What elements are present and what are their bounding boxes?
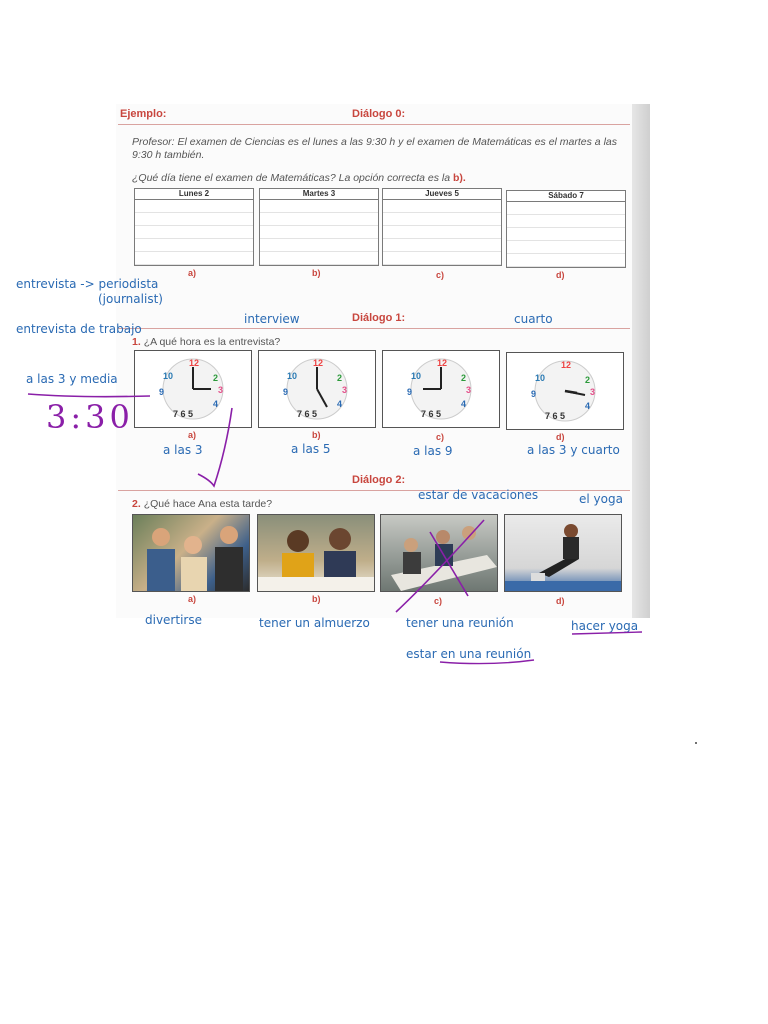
- svg-text:10: 10: [163, 371, 174, 381]
- photo-meeting: [380, 514, 498, 592]
- calendar-d: [506, 190, 626, 268]
- example-heading: Ejemplo:: [120, 108, 167, 120]
- note-a-las-3-y-media: a las 3 y media: [26, 372, 118, 386]
- svg-text:4: 4: [213, 399, 219, 409]
- option-label: a): [188, 594, 197, 604]
- option-label: c): [436, 270, 445, 280]
- option-label: c): [436, 432, 445, 442]
- svg-text:3: 3: [590, 387, 596, 397]
- calendar-day: Sábado 7: [507, 191, 625, 202]
- dialog1-heading: Diálogo 1:: [352, 312, 406, 324]
- note-entrevista-trabajo: entrevista de trabajo: [16, 322, 142, 336]
- svg-text:9: 9: [159, 387, 165, 397]
- svg-text:9: 9: [407, 387, 413, 397]
- clock-icon: [135, 351, 251, 427]
- svg-text:7 6 5: 7 6 5: [297, 409, 318, 419]
- note-divertirse: divertirse: [145, 613, 202, 627]
- note-tener-una-reunion: tener una reunión: [406, 616, 514, 630]
- clock-icon: [507, 353, 623, 429]
- svg-text:2: 2: [461, 373, 467, 383]
- svg-text:12: 12: [561, 360, 572, 370]
- note-entrevista-periodista: entrevista -> periodista: [16, 277, 159, 291]
- calendar-c: [382, 188, 502, 266]
- calendar-a: [134, 188, 254, 266]
- option-label: b): [312, 430, 321, 440]
- dialog2-question: 2. ¿Qué hace Ana esta tarde?: [132, 498, 273, 510]
- svg-text:2: 2: [213, 373, 219, 383]
- teacher-line: Profesor: El examen de Ciencias es el lunes a las 9:30 h y el examen de Matemáticas es el martes a las 9:30 h también.: [132, 136, 617, 161]
- svg-text:9: 9: [531, 389, 537, 399]
- note-el-yoga: el yoga: [579, 492, 623, 506]
- svg-text:3: 3: [342, 385, 348, 395]
- calendar-day: Lunes 2: [135, 189, 253, 200]
- svg-text:4: 4: [585, 401, 591, 411]
- option-label: d): [556, 432, 565, 442]
- clock-c: [382, 350, 500, 428]
- svg-text:9: 9: [283, 387, 289, 397]
- svg-text:7 6 5: 7 6 5: [545, 411, 566, 421]
- calendar-b: [259, 188, 379, 266]
- note-tener-un-almuerzo: tener un almuerzo: [259, 616, 370, 630]
- photo-lunch: [257, 514, 375, 592]
- dot-mark: [695, 742, 697, 744]
- option-label: a): [188, 430, 197, 440]
- calendar-day: Jueves 5: [383, 189, 501, 200]
- photo-yoga: [504, 514, 622, 592]
- option-label: a): [188, 268, 197, 278]
- clock-d: [506, 352, 624, 430]
- clock-icon: [259, 351, 375, 427]
- dialog0-heading: Diálogo 0:: [352, 108, 406, 120]
- clock-a: [134, 350, 252, 428]
- svg-text:10: 10: [287, 371, 298, 381]
- note-cuarto: cuarto: [514, 312, 553, 326]
- option-label: d): [556, 596, 565, 606]
- option-label: d): [556, 270, 565, 280]
- page-edge: [632, 104, 650, 618]
- clock-icon: [383, 351, 499, 427]
- textbook-scan: [116, 104, 650, 618]
- note-a-las-3-y-cuarto: a las 3 y cuarto: [527, 443, 620, 457]
- svg-text:10: 10: [411, 371, 422, 381]
- calendar-day: Martes 3: [260, 189, 378, 200]
- option-label: c): [434, 596, 443, 606]
- svg-text:2: 2: [585, 375, 591, 385]
- divider: [118, 124, 630, 125]
- svg-text:3: 3: [218, 385, 224, 395]
- svg-text:2: 2: [337, 373, 343, 383]
- svg-text:12: 12: [437, 358, 448, 368]
- note-estar-en-una-reunion: estar en una reunión: [406, 647, 532, 661]
- clock-b: [258, 350, 376, 428]
- svg-text:10: 10: [535, 373, 546, 383]
- note-a-las-3: a las 3: [163, 443, 203, 457]
- svg-text:7 6 5: 7 6 5: [173, 409, 194, 419]
- note-a-las-9: a las 9: [413, 444, 453, 458]
- example-question: ¿Qué día tiene el examen de Matemáticas? La opción correcta es la b).: [132, 172, 466, 184]
- svg-text:4: 4: [337, 399, 343, 409]
- note-journalist: (journalist): [98, 292, 163, 306]
- photo-friends: [132, 514, 250, 592]
- svg-text:7 6 5: 7 6 5: [421, 409, 442, 419]
- divider: [118, 490, 630, 491]
- note-handwritten-time: 3:30: [46, 398, 134, 436]
- note-hacer-yoga: hacer yoga: [571, 619, 639, 633]
- note-interview: interview: [244, 312, 300, 326]
- svg-text:12: 12: [189, 358, 200, 368]
- svg-text:3: 3: [466, 385, 472, 395]
- note-estar-de-vacaciones: estar de vacaciones: [418, 488, 539, 502]
- svg-text:4: 4: [461, 399, 467, 409]
- dialog1-question: 1. ¿A qué hora es la entrevista?: [132, 336, 281, 348]
- note-a-las-5: a las 5: [291, 442, 331, 456]
- option-label: b): [312, 268, 321, 278]
- option-label: b): [312, 594, 321, 604]
- divider: [118, 328, 630, 329]
- svg-text:12: 12: [313, 358, 324, 368]
- dialog2-heading: Diálogo 2:: [352, 474, 406, 486]
